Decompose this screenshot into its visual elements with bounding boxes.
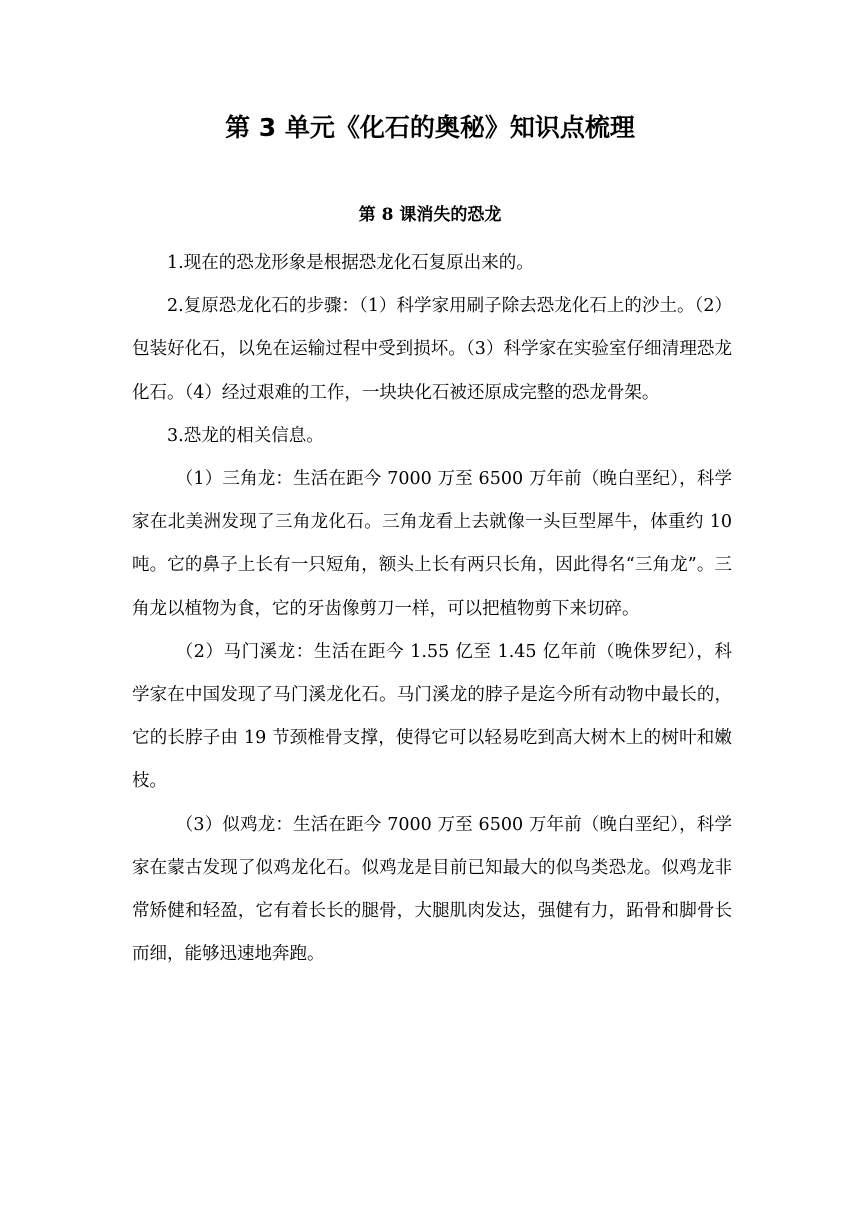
- document-title: 第 3 单元《化石的奥秘》知识点梳理: [225, 113, 635, 142]
- document-body: [132, 242, 732, 976]
- paragraph-triceratops: （1）三角龙：生活在距今 7000 万至 6500 万年前（晚白垩纪），科学家在北美洲发现了三角龙化石。三角龙看上去就像一头巨型犀牛，体重约 10 吨。它的鼻子上长有一只短角，额头上长有两只长角，因此得名“三角龙”。三角龙以植物为食，它的牙齿像剪刀一样，可以把植物剪下来切碎。: [132, 469, 732, 619]
- paragraph-1: 1.现在的恐龙形象是根据恐龙化石复原出来的。: [167, 253, 534, 273]
- lesson-heading: 第 8 课消失的恐龙: [358, 205, 502, 225]
- paragraph-3: 3.恐龙的相关信息。: [167, 425, 324, 446]
- paragraph-gallimimus: （3）似鸡龙：生活在距今 7000 万至 6500 万年前（晚白垩纪），科学家在蒙古发现了似鸡龙化石。似鸡龙是目前已知最大的似鸟类恐龙。似鸡龙非常矫健和轻盈，它有着长长的腿骨，大腿肌肉发达，强健有力，跖骨和脚骨长而细，能够迅速地奔跑。: [132, 814, 732, 965]
- paragraph-2: 2.复原恐龙化石的步骤：（1）科学家用刷子除去恐龙化石上的沙土。（2）包装好化石，以免在运输过程中受到损坏。（3）科学家在实验室仔细清理恐龙化石。（4）经过艰难的工作，一块块化石被还原成完整的恐龙骨架。: [132, 296, 732, 403]
- paragraph-mamenchisaurus: （2）马门溪龙：生活在距今 1.55 亿至 1.45 亿年前（晚侏罗纪），科学家在中国发现了马门溪龙化石。马门溪龙的脖子是迄今所有动物中最长的，它的长脖子由 19 节颈椎骨支撑，使得它可以轻易吃到高大树木上的树叶和嫩枝。: [132, 641, 732, 792]
